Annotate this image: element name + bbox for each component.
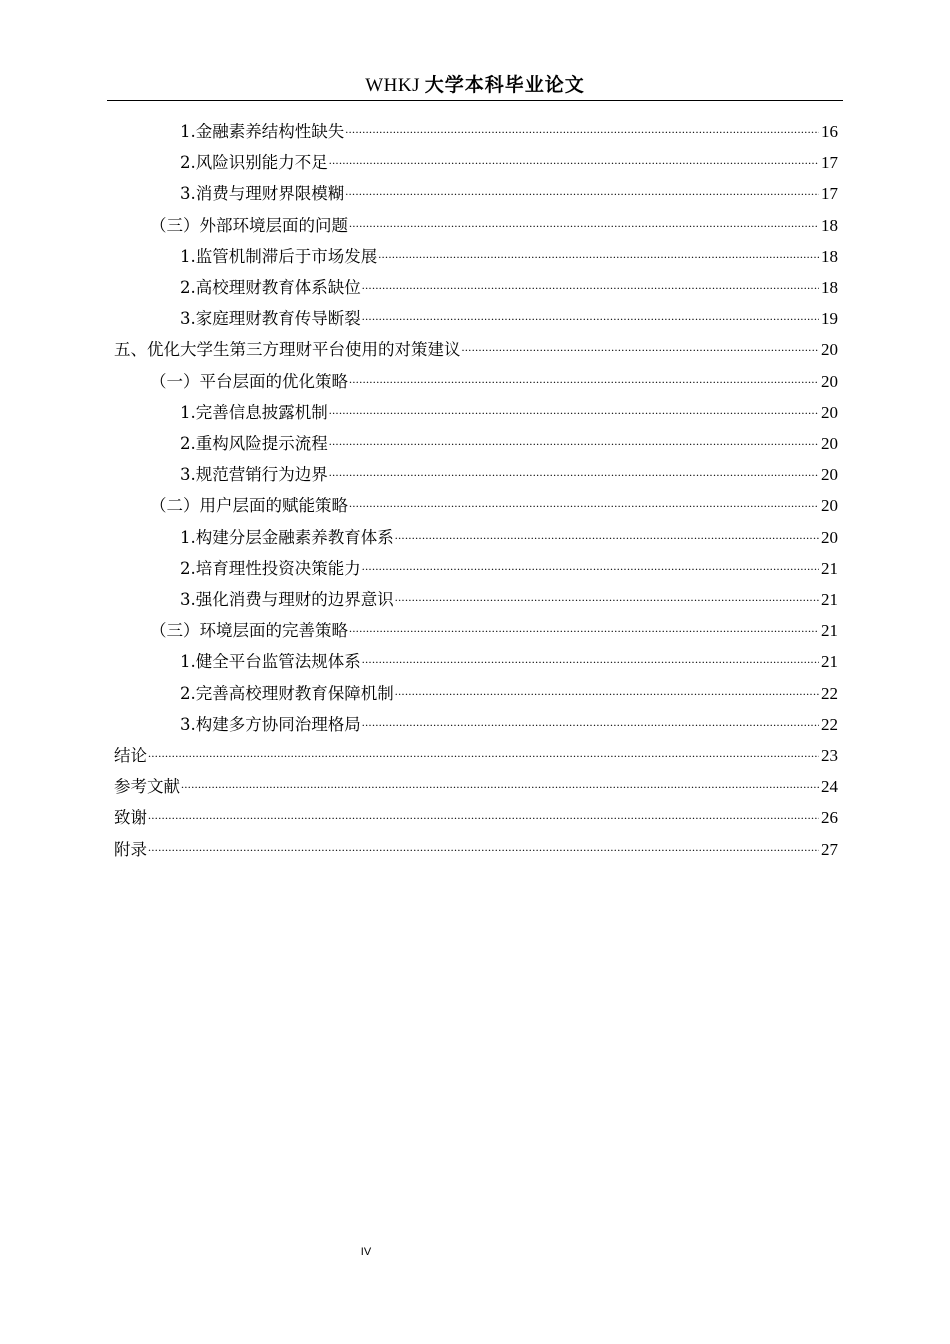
toc-entry-title: （三）环境层面的完善策略 [150, 621, 348, 641]
toc-dot-leader [362, 645, 819, 667]
toc-entry-title: 1.健全平台监管法规体系 [180, 652, 361, 672]
toc-entry-page-number: 21 [821, 558, 838, 578]
toc-entry[interactable] [180, 521, 838, 549]
toc-dot-leader [349, 614, 819, 636]
toc-dot-leader [395, 521, 819, 543]
toc-dot-leader [148, 801, 819, 823]
toc-entry[interactable] [180, 708, 838, 736]
toc-entry[interactable] [114, 770, 838, 798]
toc-entry[interactable] [114, 739, 838, 767]
toc-entry-page-number: 19 [821, 309, 838, 329]
toc-dot-leader [395, 677, 819, 699]
toc-entry[interactable] [180, 240, 838, 268]
toc-entry-title: 1.监管机制滞后于市场发展 [180, 246, 378, 266]
toc-entry-page-number: 21 [821, 621, 838, 641]
toc-dot-leader [462, 333, 820, 355]
toc-entry-page-number: 20 [821, 465, 838, 485]
toc-entry[interactable] [180, 645, 838, 673]
toc-entry-title: 3.家庭理财教育传导断裂 [180, 309, 361, 329]
toc-entry-title: 3.消费与理财界限模糊 [180, 184, 345, 204]
toc-entry-page-number: 24 [821, 777, 838, 797]
toc-entry-title: 参考文献 [114, 777, 180, 797]
toc-dot-leader [329, 427, 819, 449]
toc-entry[interactable] [114, 333, 838, 361]
toc-entry-title: 附录 [114, 839, 147, 859]
toc-entry-title: 3.构建多方协同治理格局 [180, 714, 361, 734]
toc-entry[interactable] [180, 396, 838, 424]
toc-dot-leader [345, 177, 819, 199]
toc-entry-title: 2.风险识别能力不足 [180, 153, 328, 173]
toc-dot-leader [329, 146, 819, 168]
toc-entry-title: 2.重构风险提示流程 [180, 434, 328, 453]
toc-entry-page-number: 20 [821, 434, 838, 453]
toc-entry-title: 2.培育理性投资决策能力 [180, 558, 361, 578]
toc-entry-title: 致谢 [114, 808, 147, 828]
toc-entry-title: 1.完善信息披露机制 [180, 402, 328, 422]
toc-dot-leader [181, 770, 819, 792]
toc-entry-page-number: 21 [821, 652, 838, 672]
toc-entry[interactable] [150, 365, 838, 393]
toc-entry-page-number: 27 [821, 839, 838, 859]
toc-entry-title: 五、优化大学生第三方理财平台使用的对策建议 [114, 340, 461, 360]
toc-entry-page-number: 23 [821, 746, 838, 765]
toc-entry[interactable] [180, 177, 838, 205]
toc-dot-leader [362, 271, 819, 293]
toc-entry[interactable] [180, 271, 838, 299]
toc-entry-page-number: 18 [821, 246, 838, 266]
toc-entry[interactable] [114, 833, 838, 861]
toc-entry[interactable] [180, 677, 838, 705]
toc-entry-title: 3.规范营销行为边界 [180, 465, 328, 485]
toc-entry-page-number: 16 [821, 122, 838, 141]
toc-dot-leader [349, 365, 819, 387]
toc-entry-title: （一）平台层面的优化策略 [150, 371, 348, 391]
toc-entry-page-number: 18 [821, 278, 838, 297]
page-header [107, 72, 843, 101]
toc-entry[interactable] [180, 146, 838, 174]
toc-entry[interactable] [180, 115, 838, 143]
toc-dot-leader [395, 583, 819, 605]
toc-entry-title: 3.强化消费与理财的边界意识 [180, 590, 394, 609]
toc-entry[interactable] [180, 302, 838, 330]
toc-entry-page-number: 20 [821, 527, 838, 547]
header-title [365, 75, 585, 96]
toc-entry-page-number: 17 [821, 184, 838, 204]
toc-entry[interactable] [150, 209, 838, 237]
toc-dot-leader [148, 739, 819, 761]
toc-entry[interactable] [180, 427, 838, 455]
toc-dot-leader [349, 209, 819, 231]
toc-entry-page-number: 18 [821, 215, 838, 235]
toc-entry-page-number: 17 [821, 153, 838, 173]
toc-dot-leader [329, 396, 819, 418]
toc-entry-page-number: 22 [821, 683, 838, 703]
toc-entry-page-number: 20 [821, 340, 838, 360]
toc-dot-leader [378, 240, 819, 262]
toc-entry[interactable] [150, 489, 838, 517]
toc-entry-page-number: 26 [821, 808, 838, 828]
toc-entry-title: （三）外部环境层面的问题 [150, 215, 348, 235]
toc-entry[interactable] [180, 458, 838, 486]
toc-entry[interactable] [150, 614, 838, 642]
toc-entry-title: 1.金融素养结构性缺失 [180, 122, 345, 141]
header-title-cjk: 大学本科毕业论文 [424, 74, 585, 96]
toc-dot-leader [362, 552, 819, 574]
toc-entry-page-number: 20 [821, 371, 838, 391]
toc-dot-leader [362, 708, 819, 730]
toc-entry-title: （二）用户层面的赋能策略 [150, 496, 348, 516]
toc-dot-leader [329, 458, 819, 480]
toc-entry[interactable] [180, 583, 838, 611]
toc-entry-page-number: 20 [821, 496, 838, 516]
header-title-latin: WHKJ [365, 75, 420, 96]
toc-entry-title: 2.完善高校理财教育保障机制 [180, 683, 394, 703]
toc-entry-page-number: 21 [821, 590, 838, 609]
toc-dot-leader [345, 115, 819, 137]
toc-entry[interactable] [180, 552, 838, 580]
toc-dot-leader [349, 489, 819, 511]
toc-entry-page-number: 20 [821, 402, 838, 422]
toc-entry[interactable] [114, 801, 838, 829]
toc-entry-page-number: 22 [821, 714, 838, 734]
toc-dot-leader [148, 833, 819, 855]
toc-entry-title: 1.构建分层金融素养教育体系 [180, 527, 394, 547]
toc-dot-leader [362, 302, 819, 324]
toc-entry-title: 2.高校理财教育体系缺位 [180, 278, 361, 297]
toc-entry-title: 结论 [114, 746, 147, 765]
page-number: IV [360, 1246, 372, 1258]
